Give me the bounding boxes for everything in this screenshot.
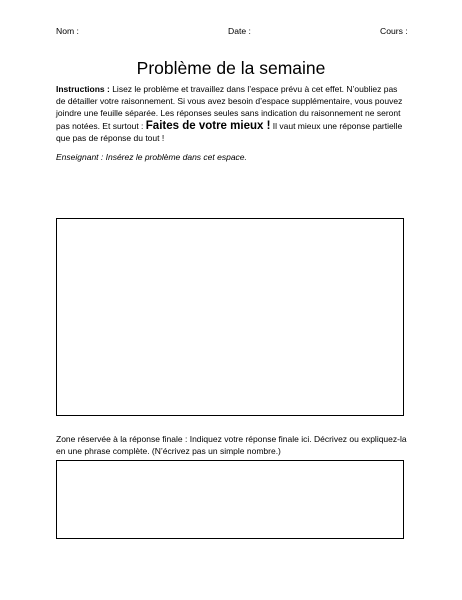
instructions-text-1: Lisez le problème et travaillez dans l’espace prévu à cet effet. N’oubliez pas de détailler votre raisonnement. Si vous avez besoin d’espace supplémentaire, vous pouvez joindre une feuille séparée. Les réponses seules sans indication du raisonnement ne seront pas notées. Et surtout : xyxy=(56,84,403,131)
page-title: Problème de la semaine xyxy=(136,58,326,78)
instructions-text-2: Il vaut mieux une réponse partielle que pas de réponse du tout ! xyxy=(56,120,403,143)
teacher-note: Enseignant : Insérez le problème dans cet espace. xyxy=(56,152,247,162)
final-answer-area[interactable] xyxy=(56,460,404,539)
instructions-paragraph xyxy=(56,83,408,144)
date-label: Date : xyxy=(228,26,251,36)
instructions-label: Instructions : xyxy=(56,84,110,94)
header-row xyxy=(0,26,462,40)
name-label: Nom : xyxy=(56,26,79,36)
problem-work-area[interactable] xyxy=(56,218,404,416)
final-answer-label: Zone réservée à la réponse finale : Indiquez votre réponse finale ici. Décrivez ou expliquez-la en une phrase complète. (N’écrivez pas un simple nombre.) xyxy=(56,434,407,457)
course-label: Cours : xyxy=(380,26,408,36)
instructions-emphasis: Faites de votre mieux ! xyxy=(145,119,271,132)
